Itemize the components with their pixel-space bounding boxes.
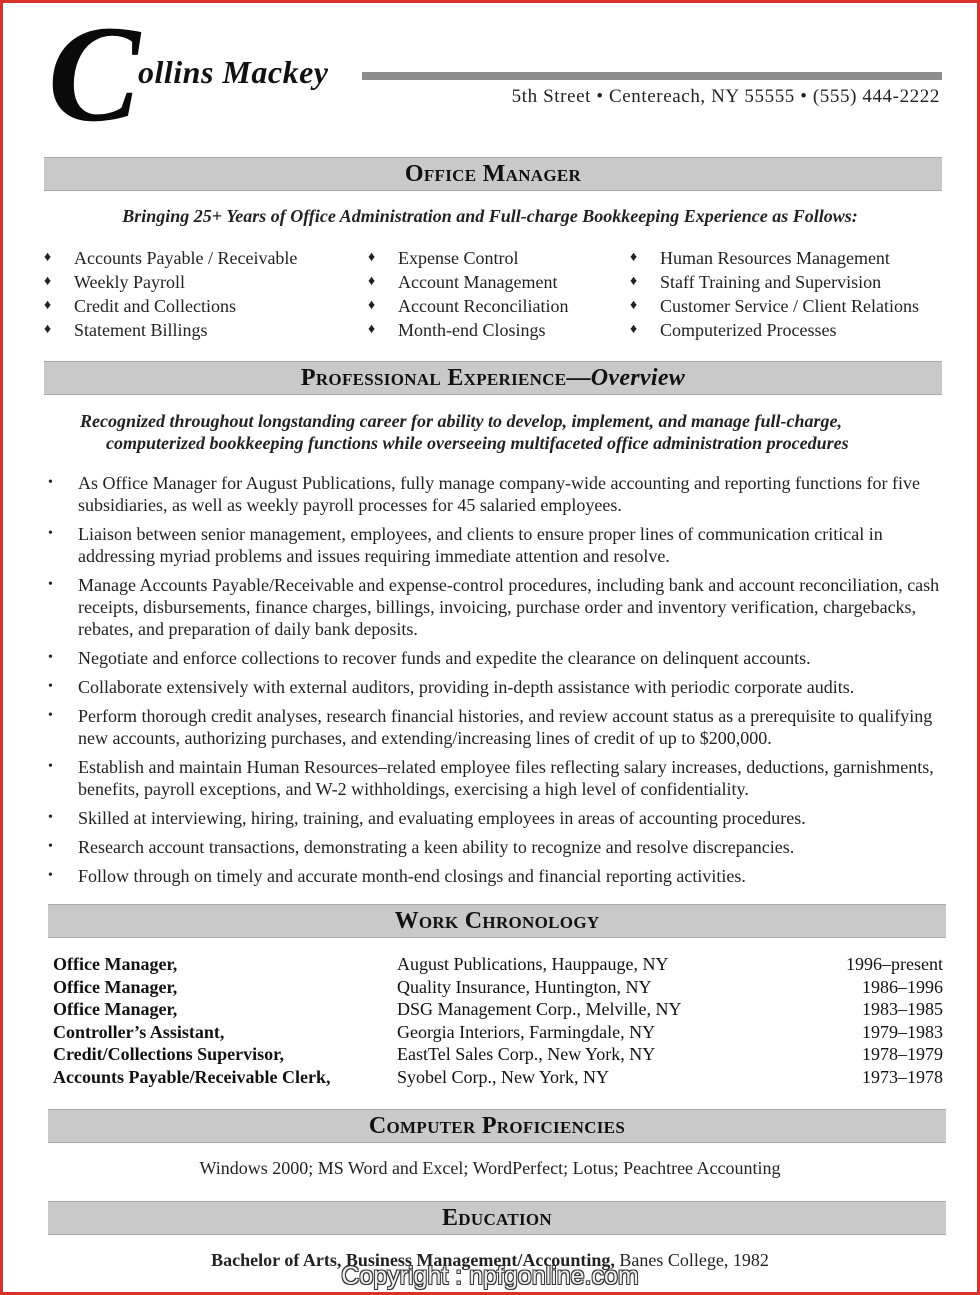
skill-label: Customer Service / Client Relations (660, 296, 919, 316)
dates: 1986–1996 (862, 976, 943, 997)
skill-item (630, 246, 919, 270)
header-rule (362, 72, 942, 80)
company: EastTel Sales Corp., New York, NY (397, 1044, 656, 1064)
experience-overview (80, 410, 920, 454)
dates: 1973–1978 (862, 1066, 943, 1087)
skill-label: Accounts Payable / Receivable (74, 248, 298, 268)
diamond-bullet-icon: ♦ (44, 298, 52, 313)
job-title: Credit/Collections Supervisor, (53, 1044, 285, 1064)
experience-text: Collaborate extensively with external auditors, providing in-depth assistance with periodic corporate audits. (78, 677, 855, 697)
experience-text: Skilled at interviewing, hiring, training, and evaluating employees in areas of accounting procedures. (78, 808, 806, 828)
bullet-icon: • (48, 526, 53, 541)
section-header-experience (44, 361, 942, 395)
diamond-bullet-icon: ♦ (368, 322, 376, 337)
chronology-row (53, 1043, 943, 1066)
experience-heading-italic: Overview (590, 364, 686, 391)
bullet-icon: • (48, 475, 53, 490)
section-header-education (48, 1201, 946, 1235)
overview-line-2: computerized bookkeeping functions while overseeing multifaceted office administration procedures (106, 433, 849, 453)
copyright-watermark: Copyright : npfgonline.com (341, 1262, 639, 1290)
experience-item (48, 807, 948, 829)
experience-item (48, 647, 948, 669)
skill-label: Month-end Closings (398, 320, 546, 340)
experience-text: Negotiate and enforce collections to recover funds and expedite the clearance on delinquent accounts. (78, 648, 811, 668)
experience-item (48, 705, 948, 749)
skills-column-1 (44, 246, 297, 342)
diamond-bullet-icon: ♦ (630, 274, 638, 289)
experience-item (48, 472, 948, 516)
job-title: Office Manager, (53, 999, 178, 1019)
skill-item (368, 246, 568, 270)
job-title: Accounts Payable/Receivable Clerk, (53, 1066, 331, 1087)
computer-heading: Computer Proficiencies (368, 1112, 626, 1139)
skill-item (630, 270, 919, 294)
dates: 1978–1979 (862, 1044, 943, 1064)
experience-text: Manage Accounts Payable/Receivable and expense-control procedures, including bank and account reconciliation, cash receipts, disbursements, finance charges, billings, invoicing, purchase order and inventory verification, chargebacks, rebates, and preparation of daily bank deposits. (78, 575, 940, 639)
company: Georgia Interiors, Farmingdale, NY (397, 1021, 656, 1042)
skill-item (44, 318, 297, 342)
experience-list (48, 472, 948, 894)
skill-item (44, 294, 297, 318)
section-header-title (44, 157, 942, 191)
bullet-icon: • (48, 868, 53, 883)
experience-heading: Professional Experience— (300, 364, 591, 391)
experience-text: Research account transactions, demonstrating a keen ability to recognize and resolve discrepancies. (78, 837, 795, 857)
name-initial-logo: C (48, 0, 141, 150)
skill-item (368, 270, 568, 294)
job-title: Office Manager, (53, 954, 178, 974)
skill-item (44, 270, 297, 294)
company: DSG Management Corp., Melville, NY (397, 999, 682, 1019)
skill-label: Account Management (398, 272, 558, 292)
experience-text: Liaison between senior management, employees, and clients to ensure proper lines of communication critical in addressing myriad problems and issues requiring immediate attention and resolve. (78, 524, 883, 566)
contact-info: 5th Street • Centereach, NY 55555 • (555) 444-2222 (511, 86, 940, 107)
education-heading: Education (441, 1204, 552, 1231)
degree: Bachelor of Arts, Business Management/Accounting, (211, 1250, 615, 1270)
skills-column-3 (630, 246, 919, 342)
diamond-bullet-icon: ♦ (44, 250, 52, 265)
overview-line-1: Recognized throughout longstanding career for ability to develop, implement, and manage full-charge, (80, 411, 843, 431)
section-header-chronology (48, 904, 946, 938)
skill-label: Statement Billings (74, 320, 208, 340)
applicant-name: ollins Mackey (138, 54, 329, 90)
experience-item (48, 836, 948, 858)
skill-label: Expense Control (398, 248, 519, 268)
dates: 1996–present (846, 954, 943, 974)
skill-label: Weekly Payroll (74, 272, 186, 292)
bullet-icon: • (48, 810, 53, 825)
school: Banes College, 1982 (614, 1250, 769, 1270)
chronology-heading: Work Chronology (394, 907, 600, 934)
job-title: Office Manager, (53, 976, 178, 997)
experience-text: As Office Manager for August Publications, fully manage company-wide accounting and reporting functions for five subsidiaries, as well as weekly payroll processes for 45 salaried employees. (78, 473, 920, 515)
skills-column-2 (368, 246, 568, 342)
computer-skills: Windows 2000; MS Word and Excel; WordPerfect; Lotus; Peachtree Accounting (199, 1158, 781, 1178)
bullet-icon: • (48, 839, 53, 854)
job-title: Controller’s Assistant, (53, 1021, 225, 1042)
company: Syobel Corp., New York, NY (397, 1066, 610, 1087)
bullet-icon: • (48, 759, 53, 774)
dates: 1979–1983 (862, 1021, 943, 1042)
company: August Publications, Hauppauge, NY (397, 954, 669, 974)
bullet-icon: • (48, 650, 53, 665)
diamond-bullet-icon: ♦ (630, 298, 638, 313)
tagline: Bringing 25+ Years of Office Administration and Full-charge Bookkeeping Experience as Follows: (122, 206, 858, 226)
chronology-row (53, 1021, 943, 1044)
chronology-row (53, 1066, 943, 1089)
company: Quality Insurance, Huntington, NY (397, 976, 652, 997)
diamond-bullet-icon: ♦ (44, 274, 52, 289)
skill-item (368, 318, 568, 342)
section-header-computer (48, 1109, 946, 1143)
experience-item (48, 574, 948, 640)
skill-item (368, 294, 568, 318)
diamond-bullet-icon: ♦ (368, 274, 376, 289)
skill-label: Human Resources Management (660, 248, 890, 268)
skill-item (630, 294, 919, 318)
skill-item (44, 246, 297, 270)
diamond-bullet-icon: ♦ (44, 322, 52, 337)
experience-item (48, 523, 948, 567)
experience-item (48, 756, 948, 800)
diamond-bullet-icon: ♦ (630, 250, 638, 265)
bullet-icon: • (48, 679, 53, 694)
skill-label: Computerized Processes (660, 320, 837, 340)
experience-item (48, 676, 948, 698)
skill-label: Account Reconciliation (398, 296, 569, 316)
work-chronology-table (53, 953, 943, 1088)
diamond-bullet-icon: ♦ (368, 250, 376, 265)
bullet-icon: • (48, 708, 53, 723)
skill-label: Credit and Collections (74, 296, 236, 316)
bullet-icon: • (48, 577, 53, 592)
diamond-bullet-icon: ♦ (368, 298, 376, 313)
chronology-row (53, 953, 943, 976)
title-heading: Office Manager (404, 160, 582, 187)
skill-label: Staff Training and Supervision (660, 272, 882, 292)
chronology-row (53, 976, 943, 999)
skill-item (630, 318, 919, 342)
diamond-bullet-icon: ♦ (630, 322, 638, 337)
dates: 1983–1985 (862, 999, 943, 1019)
experience-item (48, 865, 948, 887)
chronology-row (53, 998, 943, 1021)
experience-text: Follow through on timely and accurate month-end closings and financial reporting activities. (78, 866, 746, 886)
experience-text: Establish and maintain Human Resources–related employee files reflecting salary increases, deductions, garnishments, benefits, payroll exceptions, and W-2 withholdings, exercising a high level of confidentiality. (78, 757, 934, 799)
experience-text: Perform thorough credit analyses, research financial histories, and review account status as a prerequisite to qualifying new accounts, authorizing purchases, and extending/increasing lines of credit of up to $200,000. (78, 706, 933, 748)
